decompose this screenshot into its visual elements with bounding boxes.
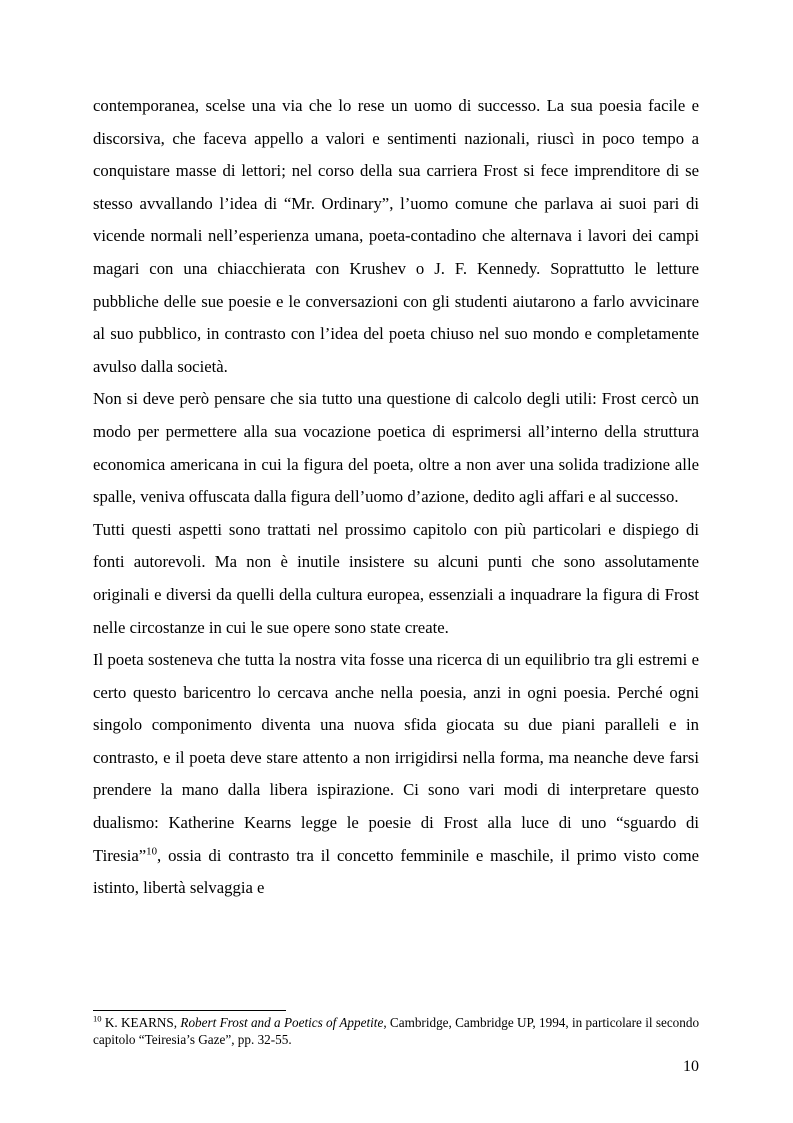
footnote-number: 10 bbox=[93, 1013, 102, 1024]
footnote-separator bbox=[93, 1010, 286, 1011]
footnote-details: , Cambridge, Cambridge UP, 1994, in particolare il secondo capitolo “Teiresia’s Gaze”, pp. 32-55. bbox=[93, 1015, 700, 1047]
body-text bbox=[93, 90, 699, 905]
footnote-reference[interactable]: 10 bbox=[146, 845, 157, 858]
paragraph-4-text: Il poeta sosteneva che tutta la nostra vita fosse una ricerca di un equilibrio tra gli estremi e certo questo baricentro lo cercava anche nella poesia, anzi in ogni poesia. Perché ogni singolo componimento diventa una nuova sfida giocata su due piani paralleli e in contrasto, e il poeta deve stare attento a non irrigidirsi nella forma, ma neanche deve farsi prendere la mano dalla libera ispirazione. Ci sono vari modi di interpretare questo dualismo: Katherine Kearns legge le poesie di Frost alla luce di uno “sguardo di Tiresia” bbox=[93, 650, 699, 865]
page-number: 10 bbox=[683, 1058, 699, 1075]
paragraph-4 bbox=[93, 644, 699, 905]
paragraph-2: Non si deve però pensare che sia tutto una questione di calcolo degli utili: Frost cercò un modo per permettere alla sua vocazione poetica di esprimersi all’interno della struttura economica americana in cui la figura del poeta, oltre a non aver una solida tradizione alle spalle, veniva offuscata dalla figura dell’uomo d’azione, dedito agli affari e al successo. bbox=[93, 389, 699, 507]
paragraph-1: contemporanea, scelse una via che lo rese un uomo di successo. La sua poesia facile e discorsiva, che faceva appello a valori e sentimenti nazionali, riuscì in poco tempo a conquistare masse di lettori; nel corso della sua carriera Frost si fece imprenditore di se stesso avvallando l’idea di “Mr. Ordinary”, l’uomo comune che parlava ai suoi pari di vicende normali nell’esperienza umana, poeta-contadino che alternava i lavori dei campi magari con una chiacchierata con Krushev o J. F. Kennedy. Soprattutto le letture pubbliche delle sue poesie e le conversazioni con gli studenti aiutarono a farlo avvicinare al suo pubblico, in contrasto con l’idea del poeta chiuso nel suo mondo e completamente avulso dalla società. bbox=[93, 96, 699, 376]
footnote-author: K. KEARNS, bbox=[104, 1015, 178, 1030]
paragraph-3: Tutti questi aspetti sono trattati nel prossimo capitolo con più particolari e dispiego di fonti autorevoli. Ma non è inutile insistere su alcuni punti che sono assolutamente originali e diversi da quelli della cultura europea, essenziali a inquadrare la figura di Frost nelle circostanze in cui le sue opere sono state create. bbox=[93, 519, 699, 637]
footnote-title: Robert Frost and a Poetics of Appetite bbox=[180, 1015, 384, 1030]
footnote bbox=[93, 1015, 699, 1048]
paragraph-4-continuation: , ossia di contrasto tra il concetto femminile e maschile, il primo visto come istinto, libertà selvaggia e bbox=[93, 845, 699, 898]
